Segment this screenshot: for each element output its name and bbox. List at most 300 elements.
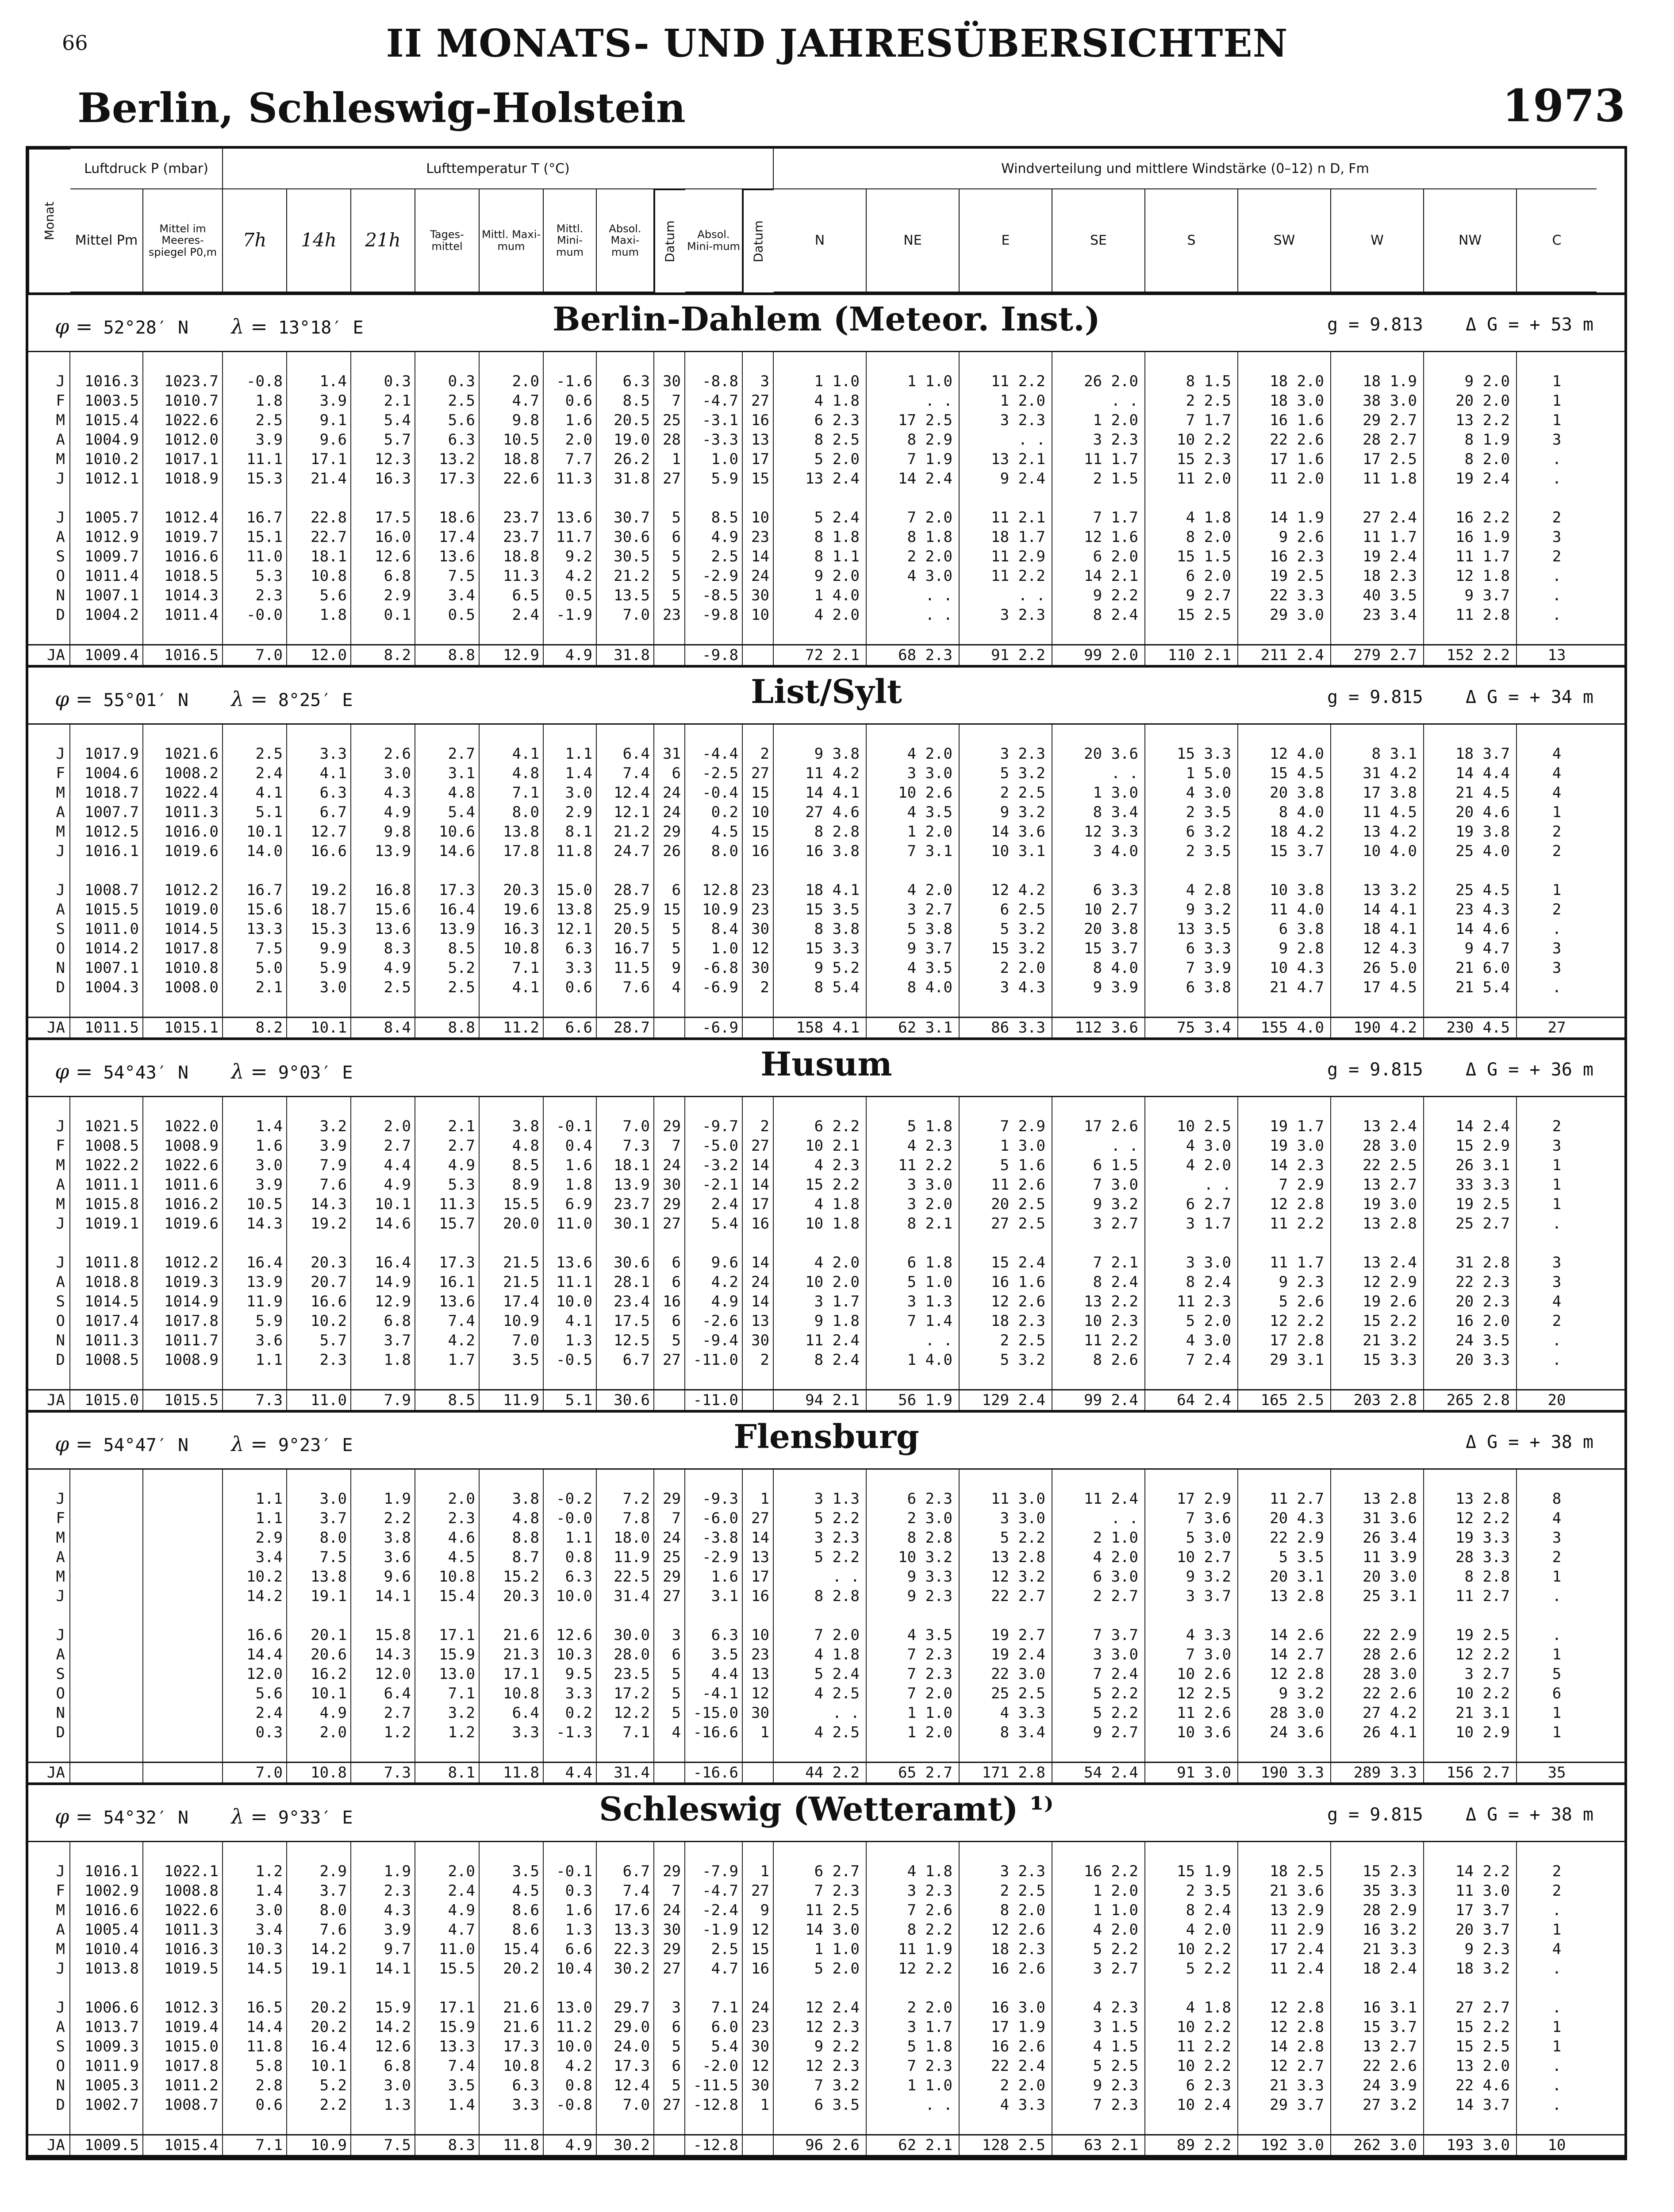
spacer-cell [774,1470,867,1489]
table-cell: 35 3.3 [1331,1881,1424,1901]
table-cell: 30 [654,1920,685,1939]
spacer-cell [1331,1233,1424,1253]
table-cell: -0.0 [223,605,287,625]
table-cell: 1003.5 [70,391,143,411]
table-cell: 12 2.8 [1238,2017,1331,2037]
spacer-cell [867,1842,960,1862]
table-cell: 96 2.6 [774,2135,867,2155]
table-cell: 12.7 [287,822,351,841]
table-cell: 7.0 [480,1331,544,1350]
table-cell: 16 3.1 [1331,1998,1424,2017]
delta-g-value: Δ G = + 53 m [1466,315,1593,335]
header-col: Mittel Pm [70,189,143,292]
table-cell: 10.8 [480,939,544,958]
table-row [28,1998,1624,2017]
table-cell: -11.0 [685,1390,743,1410]
table-cell: 4 2.0 [1145,1156,1238,1175]
table-cell: 9 2.3 [1424,1939,1517,1959]
table-cell: 3.5 [480,1862,544,1881]
table-cell: 12.1 [544,919,597,939]
spacer-cell [480,1742,544,1762]
table-cell: 11.0 [415,1939,480,1959]
table-cell: 20 3.0 [1331,1567,1424,1586]
table-cell: 20 3.8 [1238,783,1331,803]
table-cell: 3 3.0 [1052,1645,1145,1664]
table-cell: 20 4.3 [1238,1509,1331,1528]
spacer-cell [743,488,774,508]
table-cell: 99 2.0 [1052,645,1145,665]
spacer-cell [287,725,351,744]
table-cell: 7.6 [287,1920,351,1939]
table-cell: 28.7 [597,880,654,900]
spacer-cell [743,1978,774,1998]
table-cell: 1 [1552,803,1562,821]
spacer-cell [685,1842,743,1862]
region-title: Berlin, Schleswig-Holstein [77,84,686,132]
spacer-cell [774,352,867,372]
table-cell: 8.9 [480,1175,544,1194]
table-cell: 21.6 [480,1998,544,2017]
table-cell: 29 [654,1862,685,1881]
table-cell: 9 2.7 [1145,586,1238,605]
table-cell: 16.7 [223,508,287,527]
spacer-cell [867,1978,960,1998]
table-row [28,1645,1624,1664]
table-cell: 15 [743,469,774,488]
spacer-cell [223,861,287,880]
table-cell: 1 [1552,1195,1562,1213]
table-cell: 110 2.1 [1145,645,1238,665]
table-cell: 3 2.7 [1424,1664,1517,1684]
table-cell: 5 1.8 [867,1117,960,1136]
station-name: Schleswig (Wetteramt) ¹⁾ [599,1790,1054,1828]
table-cell: 28 2.7 [1331,430,1424,449]
table-cell: 15 1.9 [1145,1862,1238,1881]
table-cell: 2.5 [223,411,287,430]
table-cell: 15 2.2 [1331,1311,1424,1331]
table-cell: 17.5 [351,508,415,527]
climate-table [26,146,1627,2160]
table-cell: 5 [654,547,685,566]
table-cell: 13.9 [597,1175,654,1194]
table-cell: 7.2 [597,1489,654,1509]
table-cell: 15 2.3 [1331,1862,1424,1881]
spacer-cell [867,625,960,644]
table-cell: 8.0 [685,841,743,861]
table-cell: -0.8 [223,372,287,391]
table-cell: 10 2.7 [1052,900,1145,919]
table-cell: 2.9 [351,586,415,605]
spacer-cell [143,861,223,880]
table-row [28,586,1624,605]
row-spacer [28,1097,1624,1117]
table-cell: 16.4 [287,2037,351,2056]
spacer-cell [143,1606,223,1625]
table-cell: 2.0 [415,1862,480,1881]
table-cell: 16.5 [223,1998,287,2017]
table-cell: 8 2.4 [1145,1272,1238,1292]
table-cell: 2.0 [351,1117,415,1136]
table-cell: 0.1 [351,605,415,625]
spacer-cell [1517,1742,1597,1762]
table-cell: 4 3.0 [1145,783,1238,803]
station-name: Flensburg [733,1418,919,1456]
spacer-cell [1331,625,1424,644]
table-cell: 3 [1552,1254,1562,1271]
table-cell: 16 [743,1586,774,1606]
table-cell: 22 2.5 [1331,1156,1424,1175]
table-cell: 3 4.3 [960,978,1052,997]
table-cell: 29 [654,1489,685,1509]
table-cell: 12.4 [597,783,654,803]
table-cell: 22 2.9 [1331,1625,1424,1645]
table-cell: 7.0 [597,2095,654,2115]
table-cell: 4.5 [685,822,743,841]
table-cell: 3.2 [415,1703,480,1723]
row-spacer [28,1233,1624,1253]
spacer-cell [223,1470,287,1489]
table-cell: 5 2.0 [774,449,867,469]
table-cell: 3.9 [287,1136,351,1156]
table-cell: 1 5.0 [1145,764,1238,783]
table-cell: 12 3.3 [1052,822,1145,841]
table-cell: 1 [1552,1646,1562,1663]
spacer-cell [960,1470,1052,1489]
spacer-cell [1052,861,1145,880]
month-cell: A [28,1548,70,1567]
header-col: Mittl. Mini-mum [544,189,597,292]
spacer-cell [351,725,415,744]
month-cell: J [28,880,70,900]
table-cell: 1012.3 [143,1998,223,2017]
table-cell: 7.5 [415,566,480,586]
table-cell: 5 2.2 [1145,1959,1238,1978]
table-cell: 2.1 [415,1117,480,1136]
table-cell: 13.0 [415,1664,480,1684]
spacer-cell [654,625,685,644]
table-cell: -3.2 [685,1156,743,1175]
table-row [28,2056,1624,2076]
table-cell: 1 [1552,1921,1562,1939]
table-cell: 6 2.7 [1145,1194,1238,1214]
table-cell: 15.9 [415,2017,480,2037]
table-cell: 25 4.5 [1424,880,1517,900]
table-cell: 17 2.9 [1145,1489,1238,1509]
table-cell: 158 4.1 [774,1018,867,1037]
table-cell: 8 2.0 [1424,449,1517,469]
table-row [28,1920,1624,1939]
table-cell: 7 2.0 [867,508,960,527]
table-cell: 190 4.2 [1331,1018,1424,1037]
table-cell: 25 [654,1548,685,1567]
table-cell: 10 2.2 [1145,430,1238,449]
table-cell: 10.0 [544,1586,597,1606]
table-cell: 11 2.5 [774,1901,867,1920]
spacer-cell [960,1606,1052,1625]
spacer-cell [774,1742,867,1762]
table-cell: 28.0 [597,1645,654,1664]
table-cell: 7.1 [685,1998,743,2017]
table-cell: 10 3.6 [1145,1723,1238,1742]
table-cell: . [1552,450,1562,468]
table-cell: 19 3.0 [1331,1194,1424,1214]
row-spacer [28,861,1624,880]
header-col: 21h [351,189,415,292]
table-cell: 11.8 [480,1763,544,1782]
table-cell: 14 2.8 [1238,2037,1331,2056]
table-row [28,2017,1624,2037]
table-cell: 23.7 [480,527,544,547]
table-cell: 8 1.8 [774,527,867,547]
spacer-cell [867,1742,960,1762]
table-cell: -0.0 [544,1509,597,1528]
table-cell: 2.4 [223,1703,287,1723]
table-cell [143,1703,223,1723]
table-cell: 16 [743,1959,774,1978]
table-cell: 14.6 [351,1214,415,1233]
table-cell: 21 3.3 [1331,1939,1424,1959]
month-cell: JA [28,2135,70,2155]
table-row [28,1509,1624,1528]
chapter-title: II MONATS- UND JAHRESÜBERSICHTEN [386,21,1288,66]
spacer-cell [70,1742,143,1762]
table-cell: 11 2.7 [1238,1489,1331,1509]
table-cell: 1010.8 [143,958,223,978]
table-cell: 7 1.7 [1145,411,1238,430]
table-cell: 14 2.2 [1424,1862,1517,1881]
table-cell: 1.1 [544,744,597,764]
table-cell: 10.8 [287,1763,351,1782]
table-cell: -16.6 [685,1763,743,1782]
spacer-cell [685,1470,743,1489]
table-cell [143,1645,223,1664]
table-cell: 15 3.7 [1331,2017,1424,2037]
table-cell: 6.8 [351,566,415,586]
table-cell: 30.6 [597,527,654,547]
table-cell: 8.5 [685,508,743,527]
table-cell: 24 [743,1272,774,1292]
table-cell: 1.8 [287,605,351,625]
table-cell: 17 1.6 [1238,449,1331,469]
table-row [28,919,1624,939]
table-cell: 8 1.8 [867,527,960,547]
table-cell: 86 3.3 [960,1018,1052,1037]
table-cell: 21.3 [480,1645,544,1664]
table-cell: 16.6 [287,1292,351,1311]
table-cell: 10.5 [480,430,544,449]
spacer-cell [743,352,774,372]
spacer-cell [960,488,1052,508]
spacer-cell [867,1370,960,1389]
table-cell: 14 4.1 [774,783,867,803]
spacer-cell [774,488,867,508]
table-cell: 8.4 [685,919,743,939]
table-cell: 19 3.8 [1424,822,1517,841]
table-cell: 1019.7 [143,527,223,547]
table-cell: 7.3 [597,1136,654,1156]
spacer-cell [1424,1370,1517,1389]
table-cell: 11 2.4 [1238,1959,1331,1978]
row-spacer [28,625,1624,644]
table-cell: 3.1 [415,764,480,783]
table-cell: 11.3 [544,469,597,488]
table-cell [743,1018,774,1037]
month-cell: O [28,939,70,958]
table-cell: 22.7 [287,527,351,547]
table-cell: 8 2.4 [1145,1901,1238,1920]
table-cell: 17 2.8 [1238,1331,1331,1350]
table-cell: 12 2.3 [774,2017,867,2037]
table-cell: 9.1 [287,411,351,430]
spacer-cell [1424,352,1517,372]
spacer-cell [1145,725,1238,744]
spacer-cell [1238,1097,1331,1117]
table-cell [70,1703,143,1723]
table-cell: 6.3 [415,430,480,449]
table-cell: 29 [654,1194,685,1214]
table-cell: 10.1 [287,2056,351,2076]
spacer-cell [351,352,415,372]
spacer-cell [415,488,480,508]
table-cell: 16.6 [223,1625,287,1645]
table-cell: 2.7 [351,1703,415,1723]
table-cell: 23.4 [597,1292,654,1311]
table-cell: 8.0 [287,1901,351,1920]
spacer-cell [1145,1370,1238,1389]
table-cell [654,1018,685,1037]
table-row [28,1664,1624,1684]
table-cell: 9 5.2 [774,958,867,978]
table-cell: 5 [654,586,685,605]
table-cell: 13 2.0 [1424,2056,1517,2076]
station-header [28,1413,1624,1470]
table-cell: 1007.1 [70,586,143,605]
table-cell [143,1763,223,1782]
table-cell: 14 4.4 [1424,764,1517,783]
table-row [28,605,1624,625]
delta-g-value: Δ G = + 34 m [1466,687,1593,707]
table-cell: 31 [654,744,685,764]
table-cell: 6 [1552,1685,1562,1702]
table-cell: 5.7 [351,430,415,449]
table-cell: 8 3.4 [1052,803,1145,822]
table-cell: 94 2.1 [774,1390,867,1410]
header-col: N [774,189,867,292]
table-cell: 4.7 [480,391,544,411]
spacer-cell [597,997,654,1017]
table-cell: 23 3.4 [1331,605,1424,625]
month-cell: J [28,1959,70,1978]
spacer-cell [1145,1606,1238,1625]
phi-label: φ = [55,1060,93,1083]
month-cell: JA [28,1390,70,1410]
table-cell: 23 [743,1645,774,1664]
table-cell: 5 2.5 [1052,2056,1145,2076]
table-cell: 1004.6 [70,764,143,783]
table-cell: -2.9 [685,566,743,586]
spacer-cell [743,1097,774,1117]
table-cell: 8 1.1 [774,547,867,566]
table-cell: 15 3.3 [1145,744,1238,764]
table-cell: 1.4 [544,764,597,783]
spacer-cell [960,1097,1052,1117]
table-cell: 9 1.8 [774,1311,867,1331]
table-cell: 21 5.4 [1424,978,1517,997]
table-cell: 22.6 [480,469,544,488]
spacer-cell [480,352,544,372]
table-cell: 10 2.2 [1424,1684,1517,1703]
table-cell: 2 3.0 [867,1509,960,1528]
spacer-cell [685,352,743,372]
table-cell: 11 3.9 [1331,1548,1424,1567]
page-number: 66 [62,31,88,55]
table-row [28,1272,1624,1292]
table-cell: 20 2.3 [1424,1292,1517,1311]
table-cell: 19 2.5 [1424,1194,1517,1214]
table-cell: -9.8 [685,645,743,665]
table-cell: 10.0 [544,2037,597,2056]
table-row [28,1350,1624,1370]
table-cell: 1015.4 [143,2135,223,2155]
table-cell: 18 4.1 [1331,919,1424,939]
table-cell: 14 2.4 [1424,1117,1517,1136]
table-cell: 99 2.4 [1052,1390,1145,1410]
spacer-cell [70,1470,143,1489]
table-cell: 1012.2 [143,880,223,900]
table-cell: 5.2 [415,958,480,978]
table-cell: 1022.0 [143,1117,223,1136]
table-cell: 1 [1552,392,1562,410]
table-cell: 27 3.2 [1331,2095,1424,2115]
table-cell: 17 2.6 [1052,1117,1145,1136]
table-cell: 9.9 [287,939,351,958]
latitude: 54°43′ N [103,1063,189,1083]
spacer-cell [143,997,223,1017]
table-cell: 10 [743,508,774,527]
table-cell: 17.3 [480,2037,544,2056]
table-cell: 1012.2 [143,1253,223,1272]
table-cell: -7.9 [685,1862,743,1881]
table-cell: 5 1.0 [867,1272,960,1292]
table-cell: 1.2 [415,1723,480,1742]
spacer-cell [774,2115,867,2134]
table-cell: 10.1 [287,1684,351,1703]
month-cell: J [28,1862,70,1881]
table-cell: 15.0 [544,880,597,900]
table-cell: 27 [654,469,685,488]
table-cell: 10.9 [287,2135,351,2155]
table-cell: 20 3.1 [1238,1567,1331,1586]
table-cell: 1.8 [351,1350,415,1370]
table-cell: 8 4.0 [867,978,960,997]
table-cell: 12 2.6 [960,1920,1052,1939]
table-cell: 9 2.3 [1052,2076,1145,2095]
month-cell: D [28,2095,70,2115]
table-cell: 8.6 [480,1920,544,1939]
table-cell: 5 [654,1684,685,1703]
spacer-cell [544,488,597,508]
table-cell: 4 3.0 [867,566,960,586]
gravity-value: g = 9.815 [1327,1805,1423,1825]
table-cell: 1017.8 [143,939,223,958]
table-cell: 11 1.8 [1331,469,1424,488]
table-cell: 13.8 [544,900,597,919]
table-cell: 31.4 [597,1763,654,1782]
station-header [28,668,1624,725]
table-cell: 17.3 [415,1253,480,1272]
table-cell: 5 2.2 [1052,1684,1145,1703]
table-cell: . . [1052,764,1145,783]
